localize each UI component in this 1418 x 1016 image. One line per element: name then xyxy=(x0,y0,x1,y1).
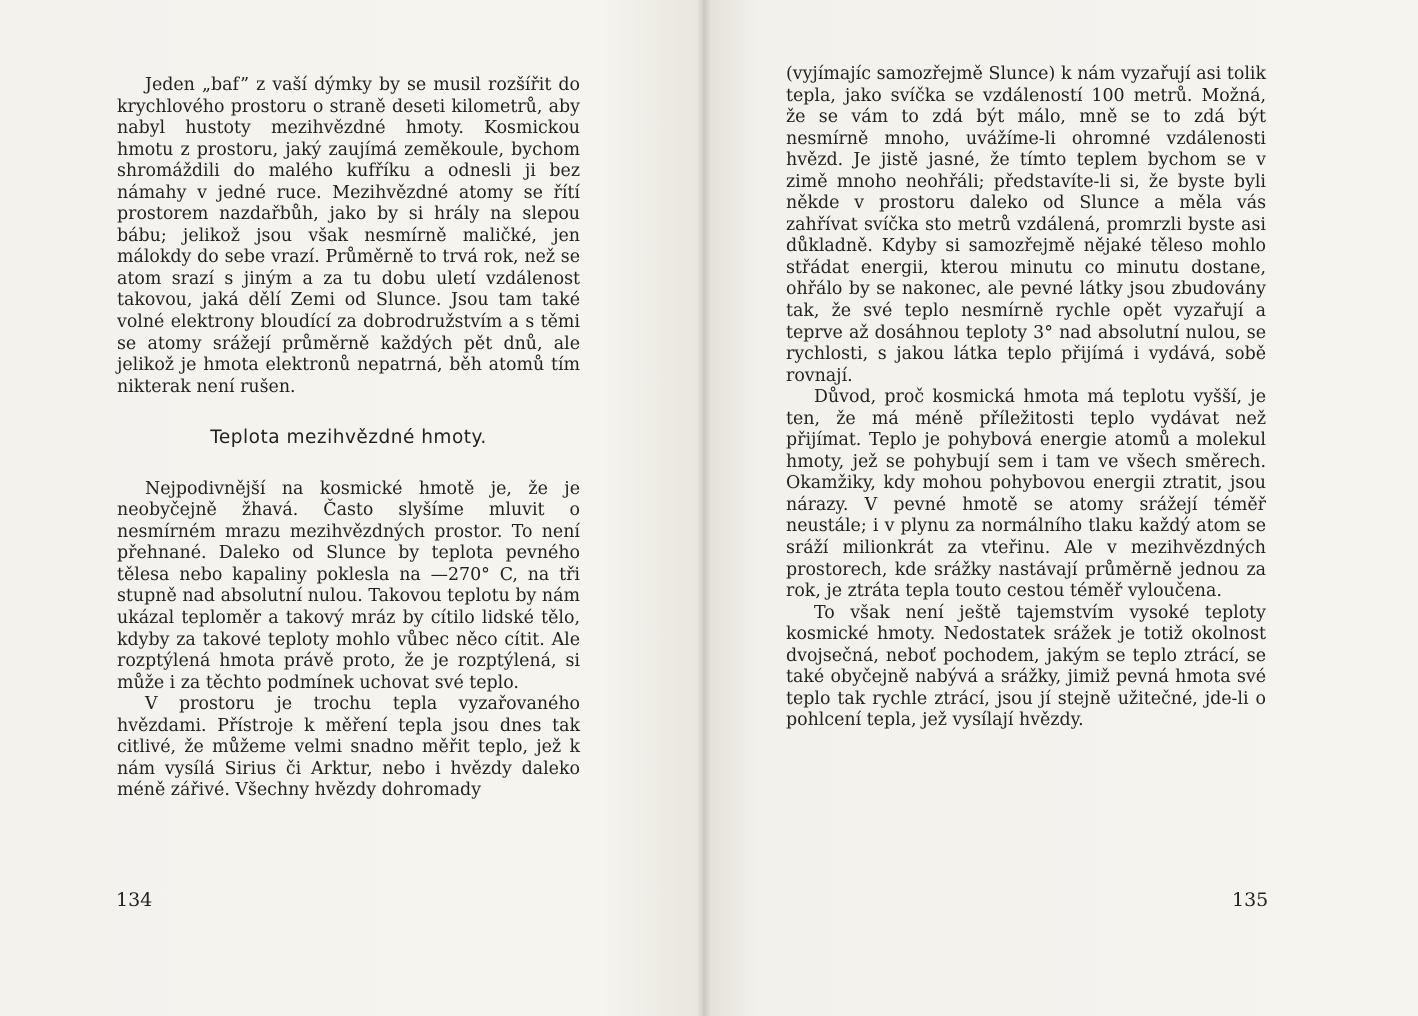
left-paragraph-3: V prostoru je trochu tepla vyzařovaného hvězdami. Přístroje k měření tepla jsou dnes tak citlivé, že můžeme velmi snadno měřit teplo, jež k nám vysílá Sirius či Arktur, nebo i hvězdy daleko méně zářivé. Všechny hvězdy dohromady xyxy=(117,694,580,801)
right-paragraph-1: (vyjímajíc samozřejmě Slunce) k nám vyzařují asi tolik tepla, jako svíčka se vzdáleností 100 metrů. Možná, že se vám to zdá být málo, mně se to zdá být nesmírně mnoho, uvážíme-li ohromné vzdálenosti hvězd. Je jistě jasné, že tímto teplem bychom se v zimě mnoho neohřáli; představíte-li si, že byste byli někde v prostoru daleko od Slunce a měla vás zahřívat svíčka sto metrů vzdálená, promrzli byste asi důkladně. Kdyby si samozřejmě nějaké těleso mohlo střádat energii, kterou minutu co minutu dostane, ohřálo by se nakonec, ale pevné látky jsou zbudovány tak, že své teplo nesmírně rychle opět vyzařují a teprve až dosáhnou teploty 3° nad absolutní nulou, se rychlosti, s jakou látka teplo přijímá i vydává, sobě rovnají. xyxy=(786,64,1266,386)
right-page xyxy=(703,0,1418,1016)
left-paragraph-1: Jeden „baf” z vaší dýmky by se musil rozšířit do krychlového prostoru o straně deseti kilometrů, aby nabyl hustoty mezihvězdné hmoty. Kosmickou hmotu z prostoru, jaký zaujímá zeměkoule, bychom shromáždili do malého kufříku a odnesli ji bez námahy v jedné ruce. Mezihvězdné atomy se řítí prostorem nazdařbůh, jako by si hrály na slepou bábu; jelikož jsou však nesmírně maličké, jen málokdy do sebe vrazí. Průměrně to trvá rok, než se atom srazí s jiným a za tu dobu uletí vzdálenost takovou, jaká dělí Zemi od Slunce. Jsou tam také volné elektrony bloudící za dobrodružstvím a s těmi se atomy srážejí průměrně každých pět dnů, ale jelikož je hmota elektronů nepatrná, běh atomů tím nikterak není rušen. xyxy=(117,75,580,397)
left-page xyxy=(0,0,703,1016)
right-paragraph-3: To však není ještě tajemstvím vysoké teploty kosmické hmoty. Nedostatek srážek je totiž okolnost dvojsečná, neboť pochodem, jakým se teplo ztrácí, se také obyčejně nabývá a srážky, jimiž pevná hmota své teplo tak rychle ztrácí, jsou jí stejně užitečné, jde-li o pohlcení tepla, jež vysílají hvězdy. xyxy=(786,602,1266,731)
left-page-text-column xyxy=(117,75,580,802)
book-gutter xyxy=(698,0,710,1016)
right-page-text-column xyxy=(786,64,1266,732)
left-page-number: 134 xyxy=(116,889,153,911)
right-page-number: 135 xyxy=(1232,889,1269,911)
right-paragraph-2: Důvod, proč kosmická hmota má teplotu vyšší, je ten, že má méně příležitosti teplo vydávat než přijímat. Teplo je pohybová energie atomů a molekul hmoty, jež se pohybují sem i tam ve všech směrech. Okamžiky, kdy mohou pohybovou energii ztratit, jsou nárazy. V pevné hmotě se atomy srážejí téměř neustále; i v plynu za normálního tlaku každý atom se sráží milionkrát za vteřinu. Ale v mezihvězdných prostorech, kde srážky nastávají průměrně jednou za rok, je ztráta tepla touto cestou téměř vyloučena. xyxy=(786,387,1266,602)
section-heading: Teplota mezihvězdné hmoty. xyxy=(210,427,487,449)
left-paragraph-2: Nejpodivnější na kosmické hmotě je, že je neobyčejně žhavá. Často slyšíme mluvit o nesmírném mrazu mezihvězdných prostor. To není přehnané. Daleko od Slunce by teplota pevného tělesa nebo kapaliny poklesla na —270° C, na tři stupně nad absolutní nulou. Takovou teplotu by nám ukázal teploměr a takový mráz by cítilo lidské tělo, kdyby za takové teploty mohlo vůbec něco cítit. Ale rozptýlená hmota právě proto, že je rozptýlená, si může i za těchto podmínek uchovat své teplo. xyxy=(117,478,580,693)
